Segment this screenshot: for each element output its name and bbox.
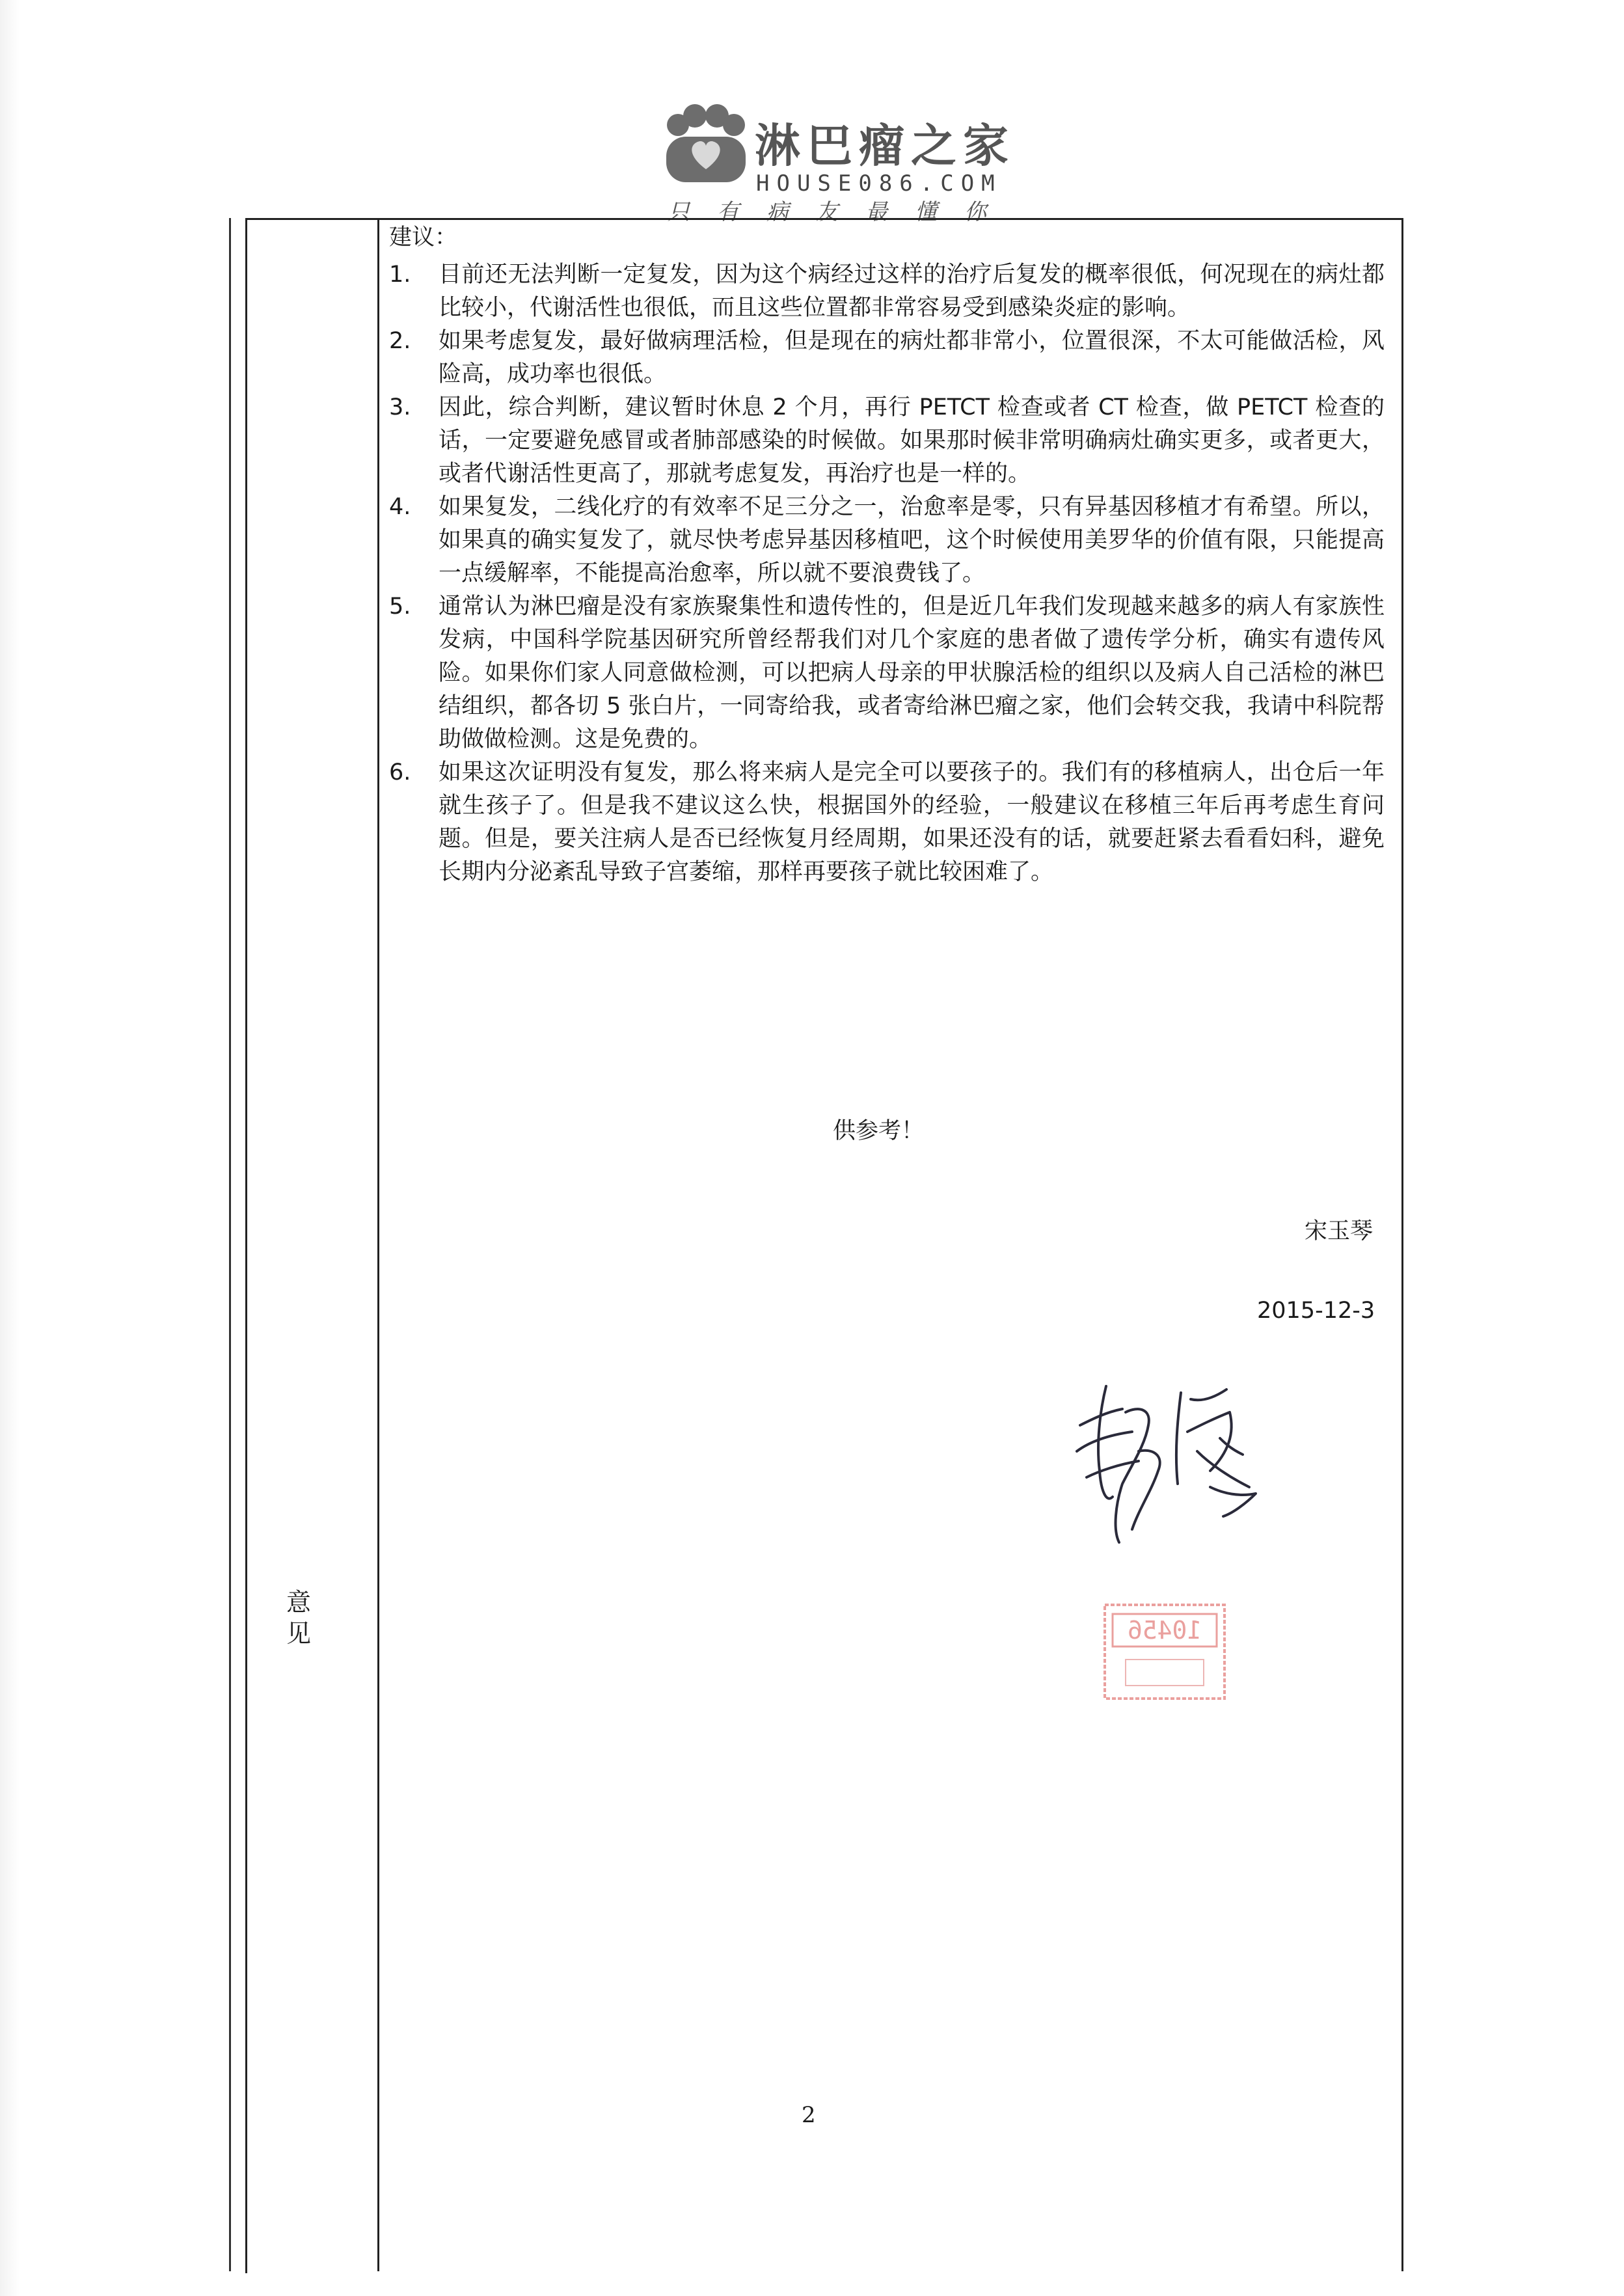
advice-item bbox=[389, 756, 1385, 889]
logo-title: 淋巴瘤之家 bbox=[755, 119, 1015, 172]
row-label-char: 见 bbox=[286, 1619, 312, 1648]
advice-item-number: 6. bbox=[389, 759, 411, 786]
advice-item-text: 如果考虑复发，最好做病理活检，但是现在的病灶都非常小，位置很深，不太可能做活检，风险高，成功率也很低。 bbox=[439, 328, 1385, 387]
advice-item bbox=[389, 258, 1385, 325]
stamp-number: 10456 bbox=[1127, 1616, 1202, 1645]
table-column-divider bbox=[377, 218, 379, 2271]
logo-url: HOUSE086.COM bbox=[756, 171, 1002, 197]
advice-item-number: 5. bbox=[389, 594, 411, 620]
advice-item bbox=[389, 391, 1385, 491]
advice-item-number: 2. bbox=[389, 328, 411, 354]
official-stamp bbox=[1100, 1600, 1230, 1704]
advice-item-text: 因此，综合判断，建议暂时休息 2 个月，再行 PETCT 检查或者 CT 检查，做 PETCT 检查的话，一定要避免感冒或者肺部感染的时候做。如果那时候非常明确病灶确实更多，或者更大，或者代谢活性更高了，那就考虑复发，再治疗也是一样的。 bbox=[439, 394, 1385, 487]
advice-item-number: 1. bbox=[389, 262, 411, 288]
table-right-border bbox=[1401, 218, 1403, 2271]
page-number: 2 bbox=[802, 2102, 816, 2128]
advice-item-text: 通常认为淋巴瘤是没有家族聚集性和遗传性的，但是近几年我们发现越来越多的病人有家族性发病，中国科学院基因研究所曾经帮我们对几个家庭的患者做了遗传学分析，确实有遗传风险。如果你们家人同意做检测，可以把病人母亲的甲状腺活检的组织以及病人自己活检的淋巴结组织，都各切 5 张白片，一同寄给我，或者寄给淋巴瘤之家，他们会转交我，我请中科院帮助做做检测。这是免费的。 bbox=[439, 594, 1385, 752]
handwritten-signature bbox=[1061, 1373, 1275, 1568]
table-outer-left-border bbox=[229, 218, 231, 2271]
advice-item-text: 如果这次证明没有复发，那么将来病人是完全可以要孩子的。我们有的移植病人，出仓后一年就生孩子了。但是我不建议这么快，根据国外的经验，一般建议在移植三年后再考虑生育问题。但是，要关注病人是否已经恢复月经周期，如果还没有的话，就要赶紧去看看妇科，避免长期内分泌紊乱导致子宫萎缩，那样再要孩子就比较困难了。 bbox=[439, 759, 1385, 885]
advice-item-number: 3. bbox=[389, 394, 411, 420]
scan-edge-shadow bbox=[0, 0, 20, 2296]
site-logo bbox=[657, 98, 1015, 225]
advice-item-text: 如果复发，二线化疗的有效率不足三分之一，治愈率是零，只有异基因移植才有希望。所以，如果真的确实复发了，就尽快考虑异基因移植吧，这个时候使用美罗华的价值有限，只能提高一点缓解率，不能提高治愈率，所以就不要浪费钱了。 bbox=[439, 494, 1385, 586]
advice-heading: 建议： bbox=[389, 225, 458, 251]
opinion-row-label bbox=[286, 1587, 325, 1649]
author-name: 宋玉琴 bbox=[1305, 1218, 1374, 1244]
document-date: 2015-12-3 bbox=[1257, 1298, 1375, 1324]
advice-item bbox=[389, 491, 1385, 590]
advice-item-text: 目前还无法判断一定复发，因为这个病经过这样的治疗后复发的概率很低，何况现在的病灶都比较小，代谢活性也很低，而且这些位置都非常容易受到感染炎症的影响。 bbox=[439, 262, 1385, 321]
logo-slogan: 只有病友最懂你 bbox=[668, 199, 1014, 225]
advice-item bbox=[389, 590, 1385, 756]
advice-item bbox=[389, 325, 1385, 391]
closing-remark: 供参考！ bbox=[833, 1118, 925, 1144]
row-label-char: 意 bbox=[286, 1588, 312, 1617]
advice-item-number: 4. bbox=[389, 494, 411, 520]
advice-content bbox=[389, 221, 1385, 889]
people-heart-icon bbox=[664, 103, 748, 186]
